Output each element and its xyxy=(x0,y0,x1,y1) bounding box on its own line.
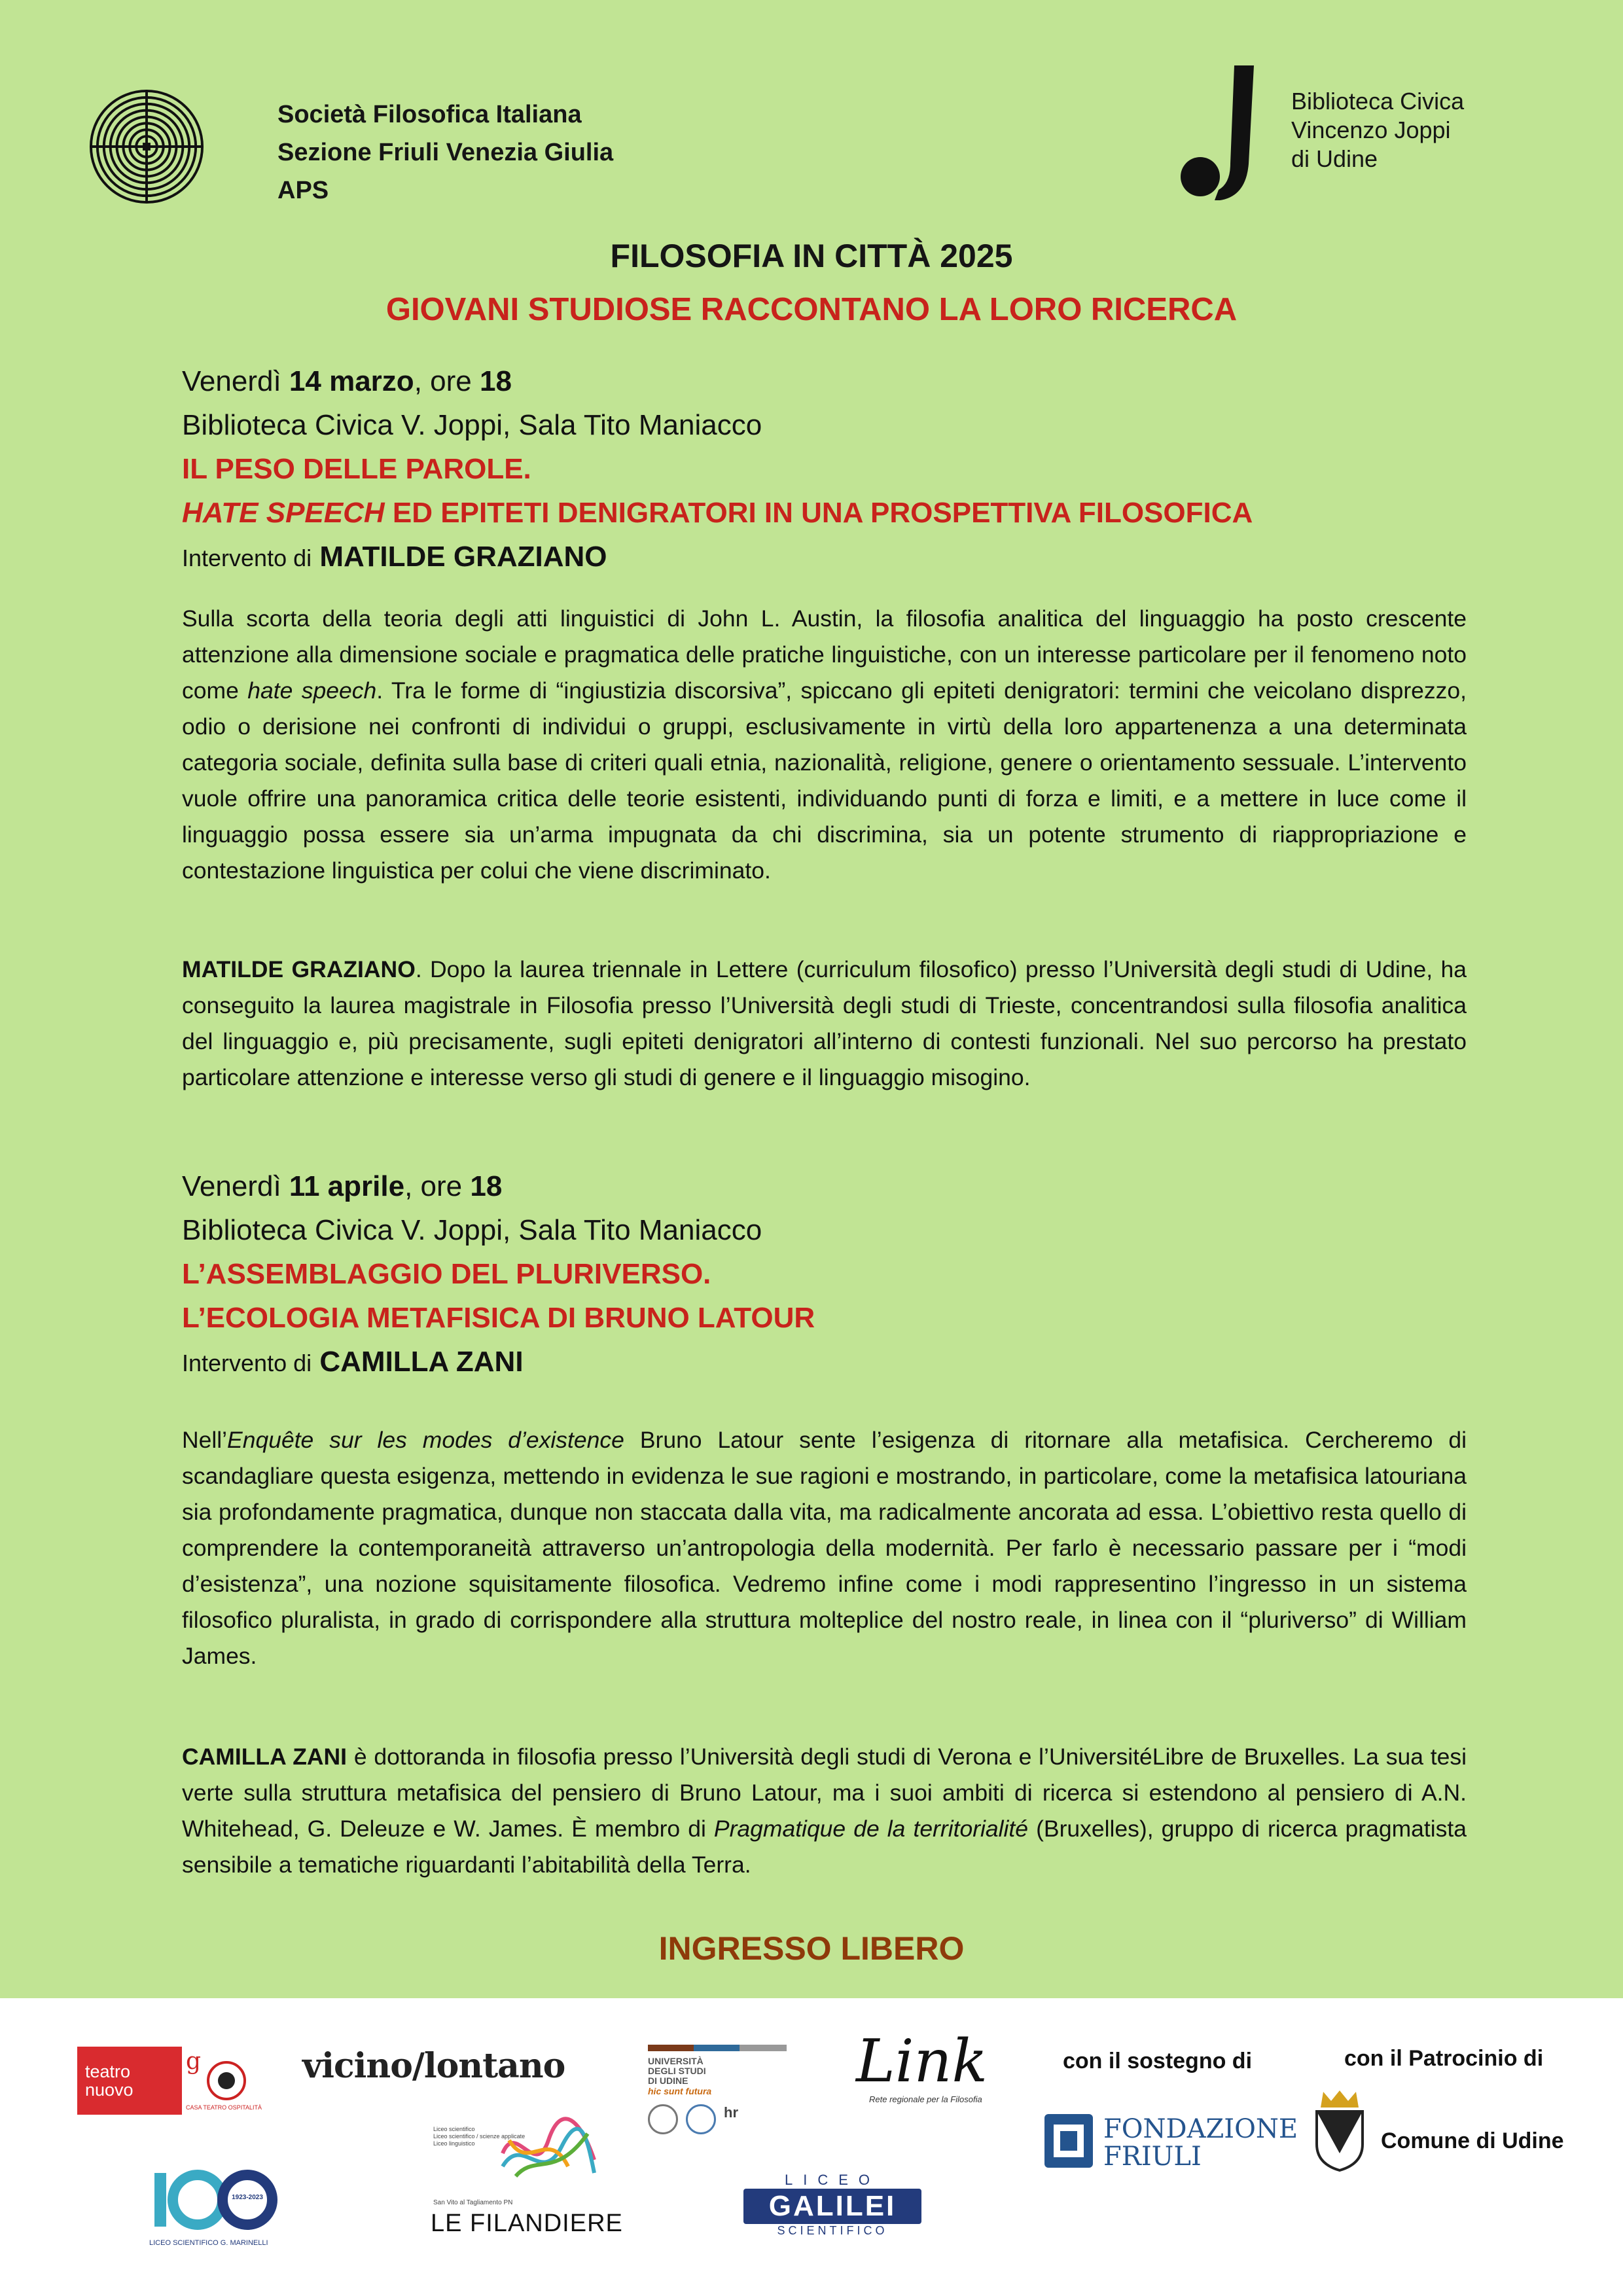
universita-udine-logo: UNIVERSITÀ DEGLI STUDI DI UDINE hic sunt futura hr xyxy=(648,2045,787,2134)
event1-abstract: Sulla scorta della teoria degli atti linguistici di John L. Austin, la filosofia analitica del linguaggio ha posto crescente attenzione alla dimensione sociale e pragmatica delle pratiche linguistiche, con un interesse particolare per il fenomeno noto come hate speech. Tra le forme di “ingiustizia discorsiva”, spiccano gli epiteti denigratori: termini che veicolano disprezzo, odio o derisione nei confronti di individui o gruppi, esclusivamente in virtù della loro appartenenza a una determinata categoria sociale, definita sulla base di criteri quali etnia, nazionalità, religione, genere o orientamento sessuale. L’intervento vuole offrire una panoramica critica delle teorie esistenti, individuando punti di forza e limiti, e a mettere in luce come il linguaggio possa essere sia un’arma impugnata da chi discrimina, sia un potente strumento di riappropriazione e contestazione linguistica per colui che viene discriminato. xyxy=(182,605,1467,884)
le-filandiere-logo: Liceo scientifico Liceo scientifico / scienze applicate Liceo linguistico San Vito al Tagliamento PN LE FILANDIERE xyxy=(425,2114,615,2245)
fondazione-friuli-logo: FONDAZIONE FRIULI xyxy=(1043,2113,1279,2172)
event2-speaker: Intervento di CAMILLA ZANI xyxy=(182,1346,524,1378)
library-logo-icon xyxy=(1178,65,1270,203)
link-logo: Link Rete regionale per la Filosofia xyxy=(856,2027,988,2104)
event1-subtitle: HATE SPEECH ED EPITETI DENIGRATORI IN UNA PROSPETTIVA FILOSOFICA xyxy=(182,497,1253,529)
free-entry-notice: INGRESSO LIBERO xyxy=(658,1930,965,1967)
patronage-label: con il Patrocinio di xyxy=(1344,2046,1544,2071)
vicino-lontano-logo: vicino/lontano xyxy=(302,2046,565,2086)
page-title: FILOSOFIA IN CITTÀ 2025 xyxy=(610,238,1013,274)
support-label: con il sostegno di xyxy=(1063,2049,1253,2073)
marinelli-100-logo: 1923-2023 LICEO SCIENTIFICO G. MARINELLI xyxy=(149,2164,287,2252)
hr-award-icon: hr xyxy=(724,2104,738,2121)
university-seal-icon xyxy=(648,2104,678,2134)
event2-abstract: Nell’Enquête sur les modes d’existence Bruno Latour sente l’esigenza di ritornare alla metafisica. Cercheremo di scandagliare questa esigenza, mettendo in evidenza le sue ragioni e mostrando, in particolare, come la metafisica latouriana sia profondamente pragmatica, dunque non staccata dalla vita, ma radicalmente ancorata ad essa. L’obiettivo resta quello di comprendere la contemporaneità attraverso un’antropologia della modernità. Per farlo è necessario passare per i “modi d’esistenza”, una nozione squisitamente filosofica. Vedremo infine come i modi rappresentino l’ingresso in un sistema filosofico pluralista, in grado di corrispondere alla struttura molteplice del nostro reale, in linea con il “pluriverso” di William James. xyxy=(182,1427,1467,1669)
svg-text:g: g xyxy=(186,2048,202,2075)
organization-name: Società Filosofica Italiana Sezione Friuli Venezia Giulia APS xyxy=(277,101,614,204)
event1-bio: MATILDE GRAZIANO. Dopo la laurea triennale in Lettere (curriculum filosofico) presso l’Università degli studi di Udine, ha conseguito la laurea magistrale in Filosofia presso l’Università degli studi di Trieste, concentrandosi sulla filosofia analitica del linguaggio e, più precisamente, sugli epiteti denigratori all’interno di contesti funzionali. Nel suo percorso ha prestato particolare attenzione e interesse verso gli studi di genere e il linguaggio misogino. xyxy=(182,956,1467,1090)
event2-subtitle: L’ECOLOGIA METAFISICA DI BRUNO LATOUR xyxy=(182,1302,815,1334)
liceo-galilei-logo: LICEO GALILEI SCIENTIFICO xyxy=(743,2172,921,2244)
event1-speaker: Intervento di MATILDE GRAZIANO xyxy=(182,541,607,573)
event2-date: Venerdì 11 aprile, ore 18 xyxy=(182,1170,503,1202)
comune-udine-crest-icon xyxy=(1311,2088,1368,2173)
labyrinth-icon xyxy=(88,88,205,205)
page-subtitle: GIOVANI STUDIOSE RACCONTANO LA LORO RICERCA xyxy=(385,292,1238,327)
casa-teatro-logo: g CASA TEATRO OSPITALITÀ xyxy=(186,2047,251,2115)
threads-icon xyxy=(496,2114,601,2186)
event1-venue: Biblioteca Civica V. Joppi, Sala Tito Maniacco xyxy=(182,409,762,441)
comune-udine-label: Comune di Udine xyxy=(1381,2128,1564,2153)
fondazione-friuli-icon xyxy=(1043,2113,1094,2169)
library-name: Biblioteca Civica Vincenzo Joppi di Udine xyxy=(1291,88,1465,172)
event1-title: IL PESO DELLE PAROLE. xyxy=(182,453,531,485)
event1-date: Venerdì 14 marzo, ore 18 xyxy=(182,365,512,397)
teatro-nuovo-logo: teatro nuovo xyxy=(77,2047,182,2115)
accreditation-icon xyxy=(686,2104,716,2134)
event2-bio: CAMILLA ZANI è dottoranda in filosofia presso l’Università degli studi di Verona e l’UniversitéLibre de Bruxelles. La sua tesi verte sulla struttura metafisica del pensiero di Bruno Latour, ma i suoi ambiti di ricerca si estendono al pensiero di A.N. Whitehead, G. Deleuze e W. James. È membro di Pragmatique de la territorialité (Bruxelles), gruppo di ricerca pragmatista sensibile a tematiche riguardanti l’abitabilità della Terra. xyxy=(182,1744,1467,1878)
event2-title: L’ASSEMBLAGGIO DEL PLURIVERSO. xyxy=(182,1258,711,1290)
event2-venue: Biblioteca Civica V. Joppi, Sala Tito Maniacco xyxy=(182,1214,762,1246)
